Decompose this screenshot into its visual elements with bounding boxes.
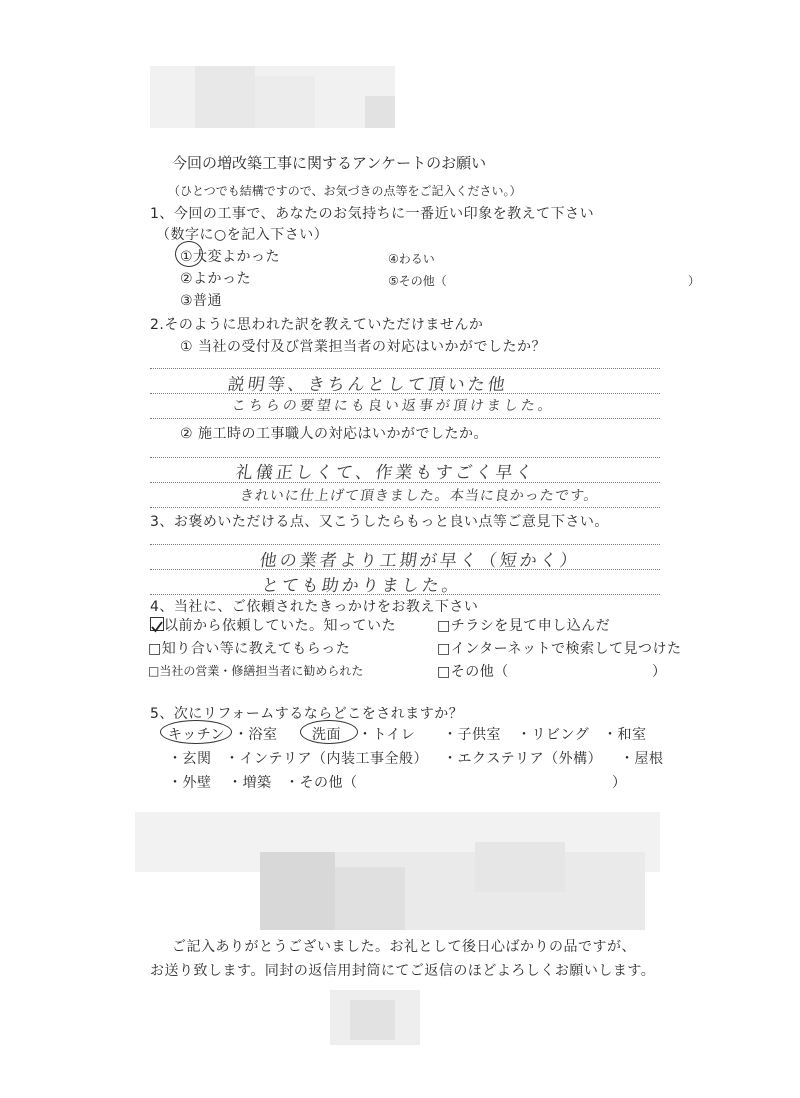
redacted-stamp-block [330,990,420,1045]
q5-option-washroom[interactable]: 洗面 [312,727,341,743]
answer-line [150,544,660,545]
handwritten-answer: 説明等、きちんとして頂いた他 [226,375,510,395]
q5-option-japanese-room[interactable]: ・和室 [603,727,647,743]
handwritten-answer: とても助かりました。 [260,576,464,596]
q5-option-living[interactable]: ・リビング [517,727,590,743]
answer-line [150,507,660,508]
q1-option-bad[interactable]: ④わるい [388,252,435,266]
handwritten-answer: 他の業者より工期が早く（短かく） [258,551,582,571]
q1-option-good[interactable]: ②よかった [180,271,252,287]
page-title: 今回の増改築工事に関するアンケートのお願い [172,154,487,172]
q1-option-normal[interactable]: ③普通 [180,293,223,309]
footer-return-note: お送り致します。同封の返信用封筒にてご返信のほどよろしくお願いします。 [150,963,656,979]
q4-option-other[interactable]: □その他（ [437,664,509,680]
q4-option-previous[interactable]: 以前から依頼していた。知っていた [164,618,396,634]
q1-option-very-good[interactable]: ①大変よかった [180,249,281,265]
handwritten-answer: 礼儀正しくて、作業もすごく早く [234,463,537,483]
handwritten-answer: きれいに仕上げて頂きました。本当に良かったです。 [238,488,600,504]
question-3: 3、お褒めいただける点、又こうしたらもっと良い点等ご意見下さい。 [150,514,609,530]
question-2: 2.そのように思われた訳を教えていただけませんか [150,317,484,333]
q5-option-kitchen[interactable]: キッチン [168,727,226,743]
q5-option-toilet[interactable]: ・トイレ [358,727,416,743]
q5-option-entrance[interactable]: ・玄関 [168,751,212,767]
q4-option-sales[interactable]: □当社の営業・修繕担当者に勧められた [148,664,364,678]
q5-option-interior[interactable]: ・インテリア（内装工事全般） [225,751,428,767]
q5-option-kids-room[interactable]: ・子供室 [443,727,501,743]
question-4: 4、当社に、ご依頼されたきっかけをお教え下さい [150,599,479,615]
question-2-sub2: ② 施工時の工事職人の対応はいかがでしたか。 [180,426,488,442]
q5-option-other[interactable]: ・その他（ [285,775,358,791]
q4-option-acquaintance[interactable]: □知り合い等に教えてもらった [148,641,351,657]
question-1: 1、今回の工事で、あなたのお気持ちに一番近い印象を教えて下さい [150,206,595,222]
footer-thanks: ご記入ありがとうございました。お礼として後日心ばかりの品ですが、 [172,939,636,955]
q5-option-roof[interactable]: ・屋根 [620,751,664,767]
q5-option-outer-wall[interactable]: ・外壁 [168,775,212,791]
q5-option-bath[interactable]: ・浴室 [234,727,278,743]
q4-option-flyer[interactable]: □チラシを見て申し込んだ [437,618,611,634]
checked-checkbox-icon[interactable] [150,617,164,631]
q4-option-internet[interactable]: □インターネットで検索して見つけた [437,641,682,657]
q1-other-close-paren: ） [688,274,701,288]
page-subtitle: （ひとつでも結構ですので、お気づきの点等をご記入ください。） [168,184,522,198]
q1-option-other[interactable]: ⑤その他（ [388,274,447,288]
redacted-company-block [135,812,660,930]
q5-other-close-paren: ） [612,775,627,791]
question-5: 5、次にリフォームするならどこをされますか？ [150,706,464,722]
q5-option-extension[interactable]: ・増築 [228,775,272,791]
handwritten-answer: こちらの要望にも良い返事が頂けました。 [230,398,556,414]
answer-line [150,418,660,419]
redacted-name-block [150,66,395,128]
answer-line [150,368,660,369]
question-1-instruction: （数字に○を記入下さい） [156,227,329,243]
q4-other-close-paren: ） [652,664,667,680]
question-2-sub1: ① 当社の受付及び営業担当者の対応はいかがでしたか？ [180,339,546,355]
q5-option-exterior[interactable]: ・エクステリア（外構） [443,751,603,767]
